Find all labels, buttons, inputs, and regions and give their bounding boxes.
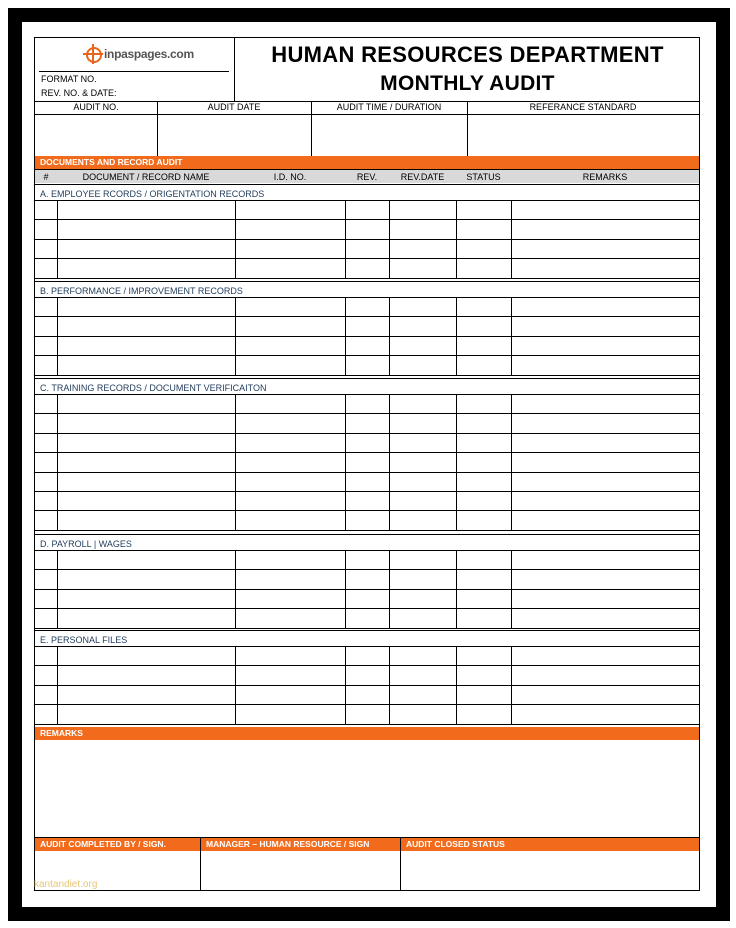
table-row[interactable] [35,666,699,684]
remarks-section-title: REMARKS [40,728,83,738]
group-e-label: E. PERSONAL FILES [40,635,128,645]
table-row[interactable] [35,705,699,723]
table-row[interactable] [35,414,699,432]
table-row[interactable] [35,220,699,238]
table-row[interactable] [35,647,699,665]
table-row[interactable] [35,395,699,413]
col-id-no: I.D. NO. [273,172,307,182]
title-block [234,38,700,101]
watermark: kantandiet.org [34,879,98,890]
audit-no-header: AUDIT NO. [73,102,119,112]
table-row[interactable] [35,201,699,219]
col-remarks: REMARKS [582,172,628,182]
table-row[interactable] [35,686,699,704]
completed-by-label: AUDIT COMPLETED BY / SIGN. [40,839,166,849]
page-title: HUMAN RESOURCES DEPARTMENT [271,42,664,67]
table-row[interactable] [35,259,699,277]
audit-date-header: AUDIT DATE [207,102,261,112]
table-row[interactable] [35,511,699,529]
documents-section-bar [35,156,699,169]
manager-sign-label: MANAGER – HUMAN RESOURCE / SIGN [206,839,370,849]
reference-standard-field[interactable] [468,115,699,156]
remarks-section-bar [35,727,699,740]
group-b-label: B. PERFORMANCE / IMPROVEMENT RECORDS [40,286,243,296]
closed-status-field[interactable] [401,851,699,890]
col-rev-date: REV.DATE [400,172,445,182]
table-row[interactable] [35,356,699,374]
table-row[interactable] [35,473,699,491]
closed-status-label: AUDIT CLOSED STATUS [406,839,505,849]
logo [83,42,194,66]
group-c-label: C. TRAINING RECORDS / DOCUMENT VERIFICAITON [40,383,267,393]
table-row[interactable] [35,609,699,627]
audit-time-field[interactable] [312,115,467,156]
manager-sign-field[interactable] [201,851,400,890]
table-row[interactable] [35,337,699,355]
documents-section-title: DOCUMENTS AND RECORD AUDIT [40,157,183,167]
page-subtitle: MONTHLY AUDIT [380,72,555,95]
closed-status-header [401,837,699,851]
audit-form [34,37,700,891]
rev-no-date-label: REV. NO. & DATE: [41,88,117,98]
table-row[interactable] [35,551,699,569]
audit-no-field[interactable] [35,115,157,156]
col-rev: REV. [356,172,378,182]
completed-by-header [35,837,200,851]
reference-standard-header: REFERANCE STANDARD [529,102,637,112]
crosshair-logo-icon [83,44,103,64]
table-row[interactable] [35,590,699,608]
col-number: # [43,172,49,182]
logo-text: inpaspages.com [104,47,194,61]
table-row[interactable] [35,453,699,471]
table-row[interactable] [35,298,699,316]
col-document-name: DOCUMENT / RECORD NAME [82,172,210,182]
group-a-label: A. EMPLOYEE RCORDS / ORIGENTATION RECORDS [40,189,265,199]
table-row[interactable] [35,434,699,452]
manager-sign-header [201,837,400,851]
col-status: STATUS [466,172,501,182]
table-row[interactable] [35,240,699,258]
format-no-label: FORMAT NO. [41,74,97,84]
group-d-label: D. PAYROLL | WAGES [40,539,132,549]
remarks-field[interactable] [35,741,699,837]
audit-date-field[interactable] [158,115,311,156]
table-row[interactable] [35,317,699,335]
audit-time-header: AUDIT TIME / DURATION [336,102,442,112]
table-row[interactable] [35,492,699,510]
logo-block [35,38,234,101]
table-row[interactable] [35,570,699,588]
